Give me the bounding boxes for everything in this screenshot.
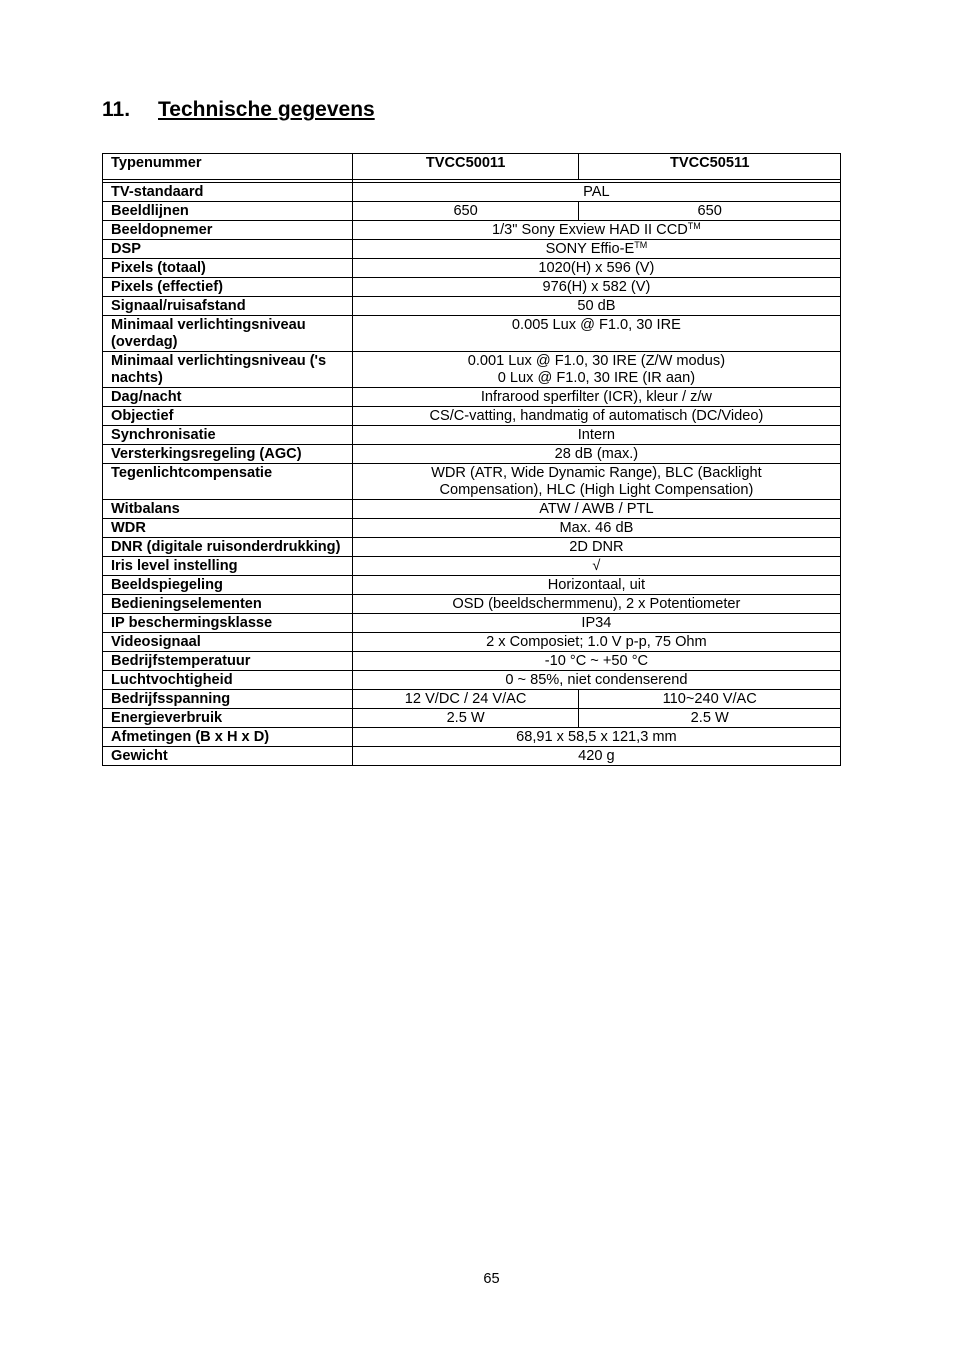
table-row xyxy=(103,278,841,297)
row-label: Synchronisatie xyxy=(103,426,353,445)
row-label: Beeldspiegeling xyxy=(103,576,353,595)
row-value: 420 g xyxy=(352,747,840,766)
row-label: Minimaal verlichtingsniveau ('s nachts) xyxy=(103,352,353,388)
row-value-b: 650 xyxy=(579,202,841,221)
row-value: ATW / AWB / PTL xyxy=(352,500,840,519)
table-row xyxy=(103,445,841,464)
value-line-2: 0 Lux @ F1.0, 30 IRE (IR aan) xyxy=(497,370,696,386)
row-value-b: 110~240 V/AC xyxy=(579,690,841,709)
row-value-a: 650 xyxy=(352,202,579,221)
row-value: 976(H) x 582 (V) xyxy=(352,278,840,297)
table-row xyxy=(103,728,841,747)
table-row xyxy=(103,407,841,426)
trademark-superscript: TM xyxy=(634,240,648,250)
table-row xyxy=(103,519,841,538)
header-model-b: TVCC50511 xyxy=(579,154,841,180)
row-value xyxy=(352,221,840,240)
table-row xyxy=(103,633,841,652)
table-row xyxy=(103,747,841,766)
row-label: Videosignaal xyxy=(103,633,353,652)
row-label: Beeldopnemer xyxy=(103,221,353,240)
row-value: Horizontaal, uit xyxy=(352,576,840,595)
row-value: 1020(H) x 596 (V) xyxy=(352,259,840,278)
table-row xyxy=(103,614,841,633)
row-label: WDR xyxy=(103,519,353,538)
row-value-a: 2.5 W xyxy=(352,709,579,728)
row-label: Luchtvochtigheid xyxy=(103,671,353,690)
row-value: 2 x Composiet; 1.0 V p-p, 75 Ohm xyxy=(352,633,840,652)
table-row xyxy=(103,202,841,221)
table-row xyxy=(103,709,841,728)
row-value: Infrarood sperfilter (ICR), kleur / z/w xyxy=(352,388,840,407)
row-label: Pixels (effectief) xyxy=(103,278,353,297)
table-row xyxy=(103,652,841,671)
row-label: Minimaal verlichtingsniveau (overdag) xyxy=(103,316,353,352)
row-value-b: 2.5 W xyxy=(579,709,841,728)
row-value: 28 dB (max.) xyxy=(352,445,840,464)
row-label: Afmetingen (B x H x D) xyxy=(103,728,353,747)
row-label: Iris level instelling xyxy=(103,557,353,576)
row-label: Witbalans xyxy=(103,500,353,519)
table-row xyxy=(103,388,841,407)
row-label: IP beschermingsklasse xyxy=(103,614,353,633)
table-row xyxy=(103,671,841,690)
table-row xyxy=(103,240,841,259)
row-label: DSP xyxy=(103,240,353,259)
row-label: Pixels (totaal) xyxy=(103,259,353,278)
value-line-2: Compensation), HLC (High Light Compensation) xyxy=(439,482,754,498)
row-value: PAL xyxy=(352,183,840,202)
row-value: IP34 xyxy=(352,614,840,633)
table-row xyxy=(103,595,841,614)
table-row xyxy=(103,297,841,316)
value-text: 1/3" Sony Exview HAD II CCD xyxy=(492,222,688,238)
row-value xyxy=(352,352,840,388)
row-label: Bedieningselementen xyxy=(103,595,353,614)
row-value: 0 ~ 85%, niet condenserend xyxy=(352,671,840,690)
row-label: Gewicht xyxy=(103,747,353,766)
table-row xyxy=(103,557,841,576)
header-model-a: TVCC50011 xyxy=(352,154,579,180)
table-row xyxy=(103,538,841,557)
table-header-row xyxy=(103,154,841,180)
row-value: 2D DNR xyxy=(352,538,840,557)
row-label: Tegenlichtcompensatie xyxy=(103,464,353,500)
section-title: Technische gegevens xyxy=(158,98,375,121)
row-label: Versterkingsregeling (AGC) xyxy=(103,445,353,464)
row-value: 68,91 x 58,5 x 121,3 mm xyxy=(352,728,840,747)
row-value: OSD (beeldschermmenu), 2 x Potentiometer xyxy=(352,595,840,614)
spec-table xyxy=(102,153,841,766)
section-number: 11. xyxy=(102,98,131,121)
row-label: Bedrijfstemperatuur xyxy=(103,652,353,671)
trademark-superscript: TM xyxy=(687,221,701,231)
table-row xyxy=(103,221,841,240)
row-label: Bedrijfsspanning xyxy=(103,690,353,709)
row-value xyxy=(352,240,840,259)
row-value: 50 dB xyxy=(352,297,840,316)
value-text: SONY Effio-E xyxy=(545,241,635,257)
row-label: Signaal/ruisafstand xyxy=(103,297,353,316)
table-row xyxy=(103,426,841,445)
row-label: TV-standaard xyxy=(103,183,353,202)
row-value: CS/C-vatting, handmatig of automatisch (DC/Video) xyxy=(352,407,840,426)
row-label: Objectief xyxy=(103,407,353,426)
table-row xyxy=(103,259,841,278)
value-line-1: 0.001 Lux @ F1.0, 30 IRE (Z/W modus) xyxy=(467,353,726,369)
table-row xyxy=(103,316,841,352)
row-value: Intern xyxy=(352,426,840,445)
row-label: Beeldlijnen xyxy=(103,202,353,221)
header-label: Typenummer xyxy=(103,154,353,180)
table-row xyxy=(103,500,841,519)
table-row xyxy=(103,183,841,202)
row-value xyxy=(352,464,840,500)
table-row xyxy=(103,352,841,388)
table-row xyxy=(103,576,841,595)
row-value: -10 °C ~ +50 °C xyxy=(352,652,840,671)
row-value: 0.005 Lux @ F1.0, 30 IRE xyxy=(352,316,840,352)
section-heading xyxy=(102,98,375,122)
row-value: Max. 46 dB xyxy=(352,519,840,538)
row-label: Energieverbruik xyxy=(103,709,353,728)
value-line-1: WDR (ATR, Wide Dynamic Range), BLC (Backlight xyxy=(431,465,762,481)
table-row xyxy=(103,690,841,709)
row-value-a: 12 V/DC / 24 V/AC xyxy=(352,690,579,709)
table-row xyxy=(103,464,841,500)
row-label: Dag/nacht xyxy=(103,388,353,407)
page-number: 65 xyxy=(483,1271,500,1287)
row-value: √ xyxy=(352,557,840,576)
row-label: DNR (digitale ruisonderdrukking) xyxy=(103,538,353,557)
